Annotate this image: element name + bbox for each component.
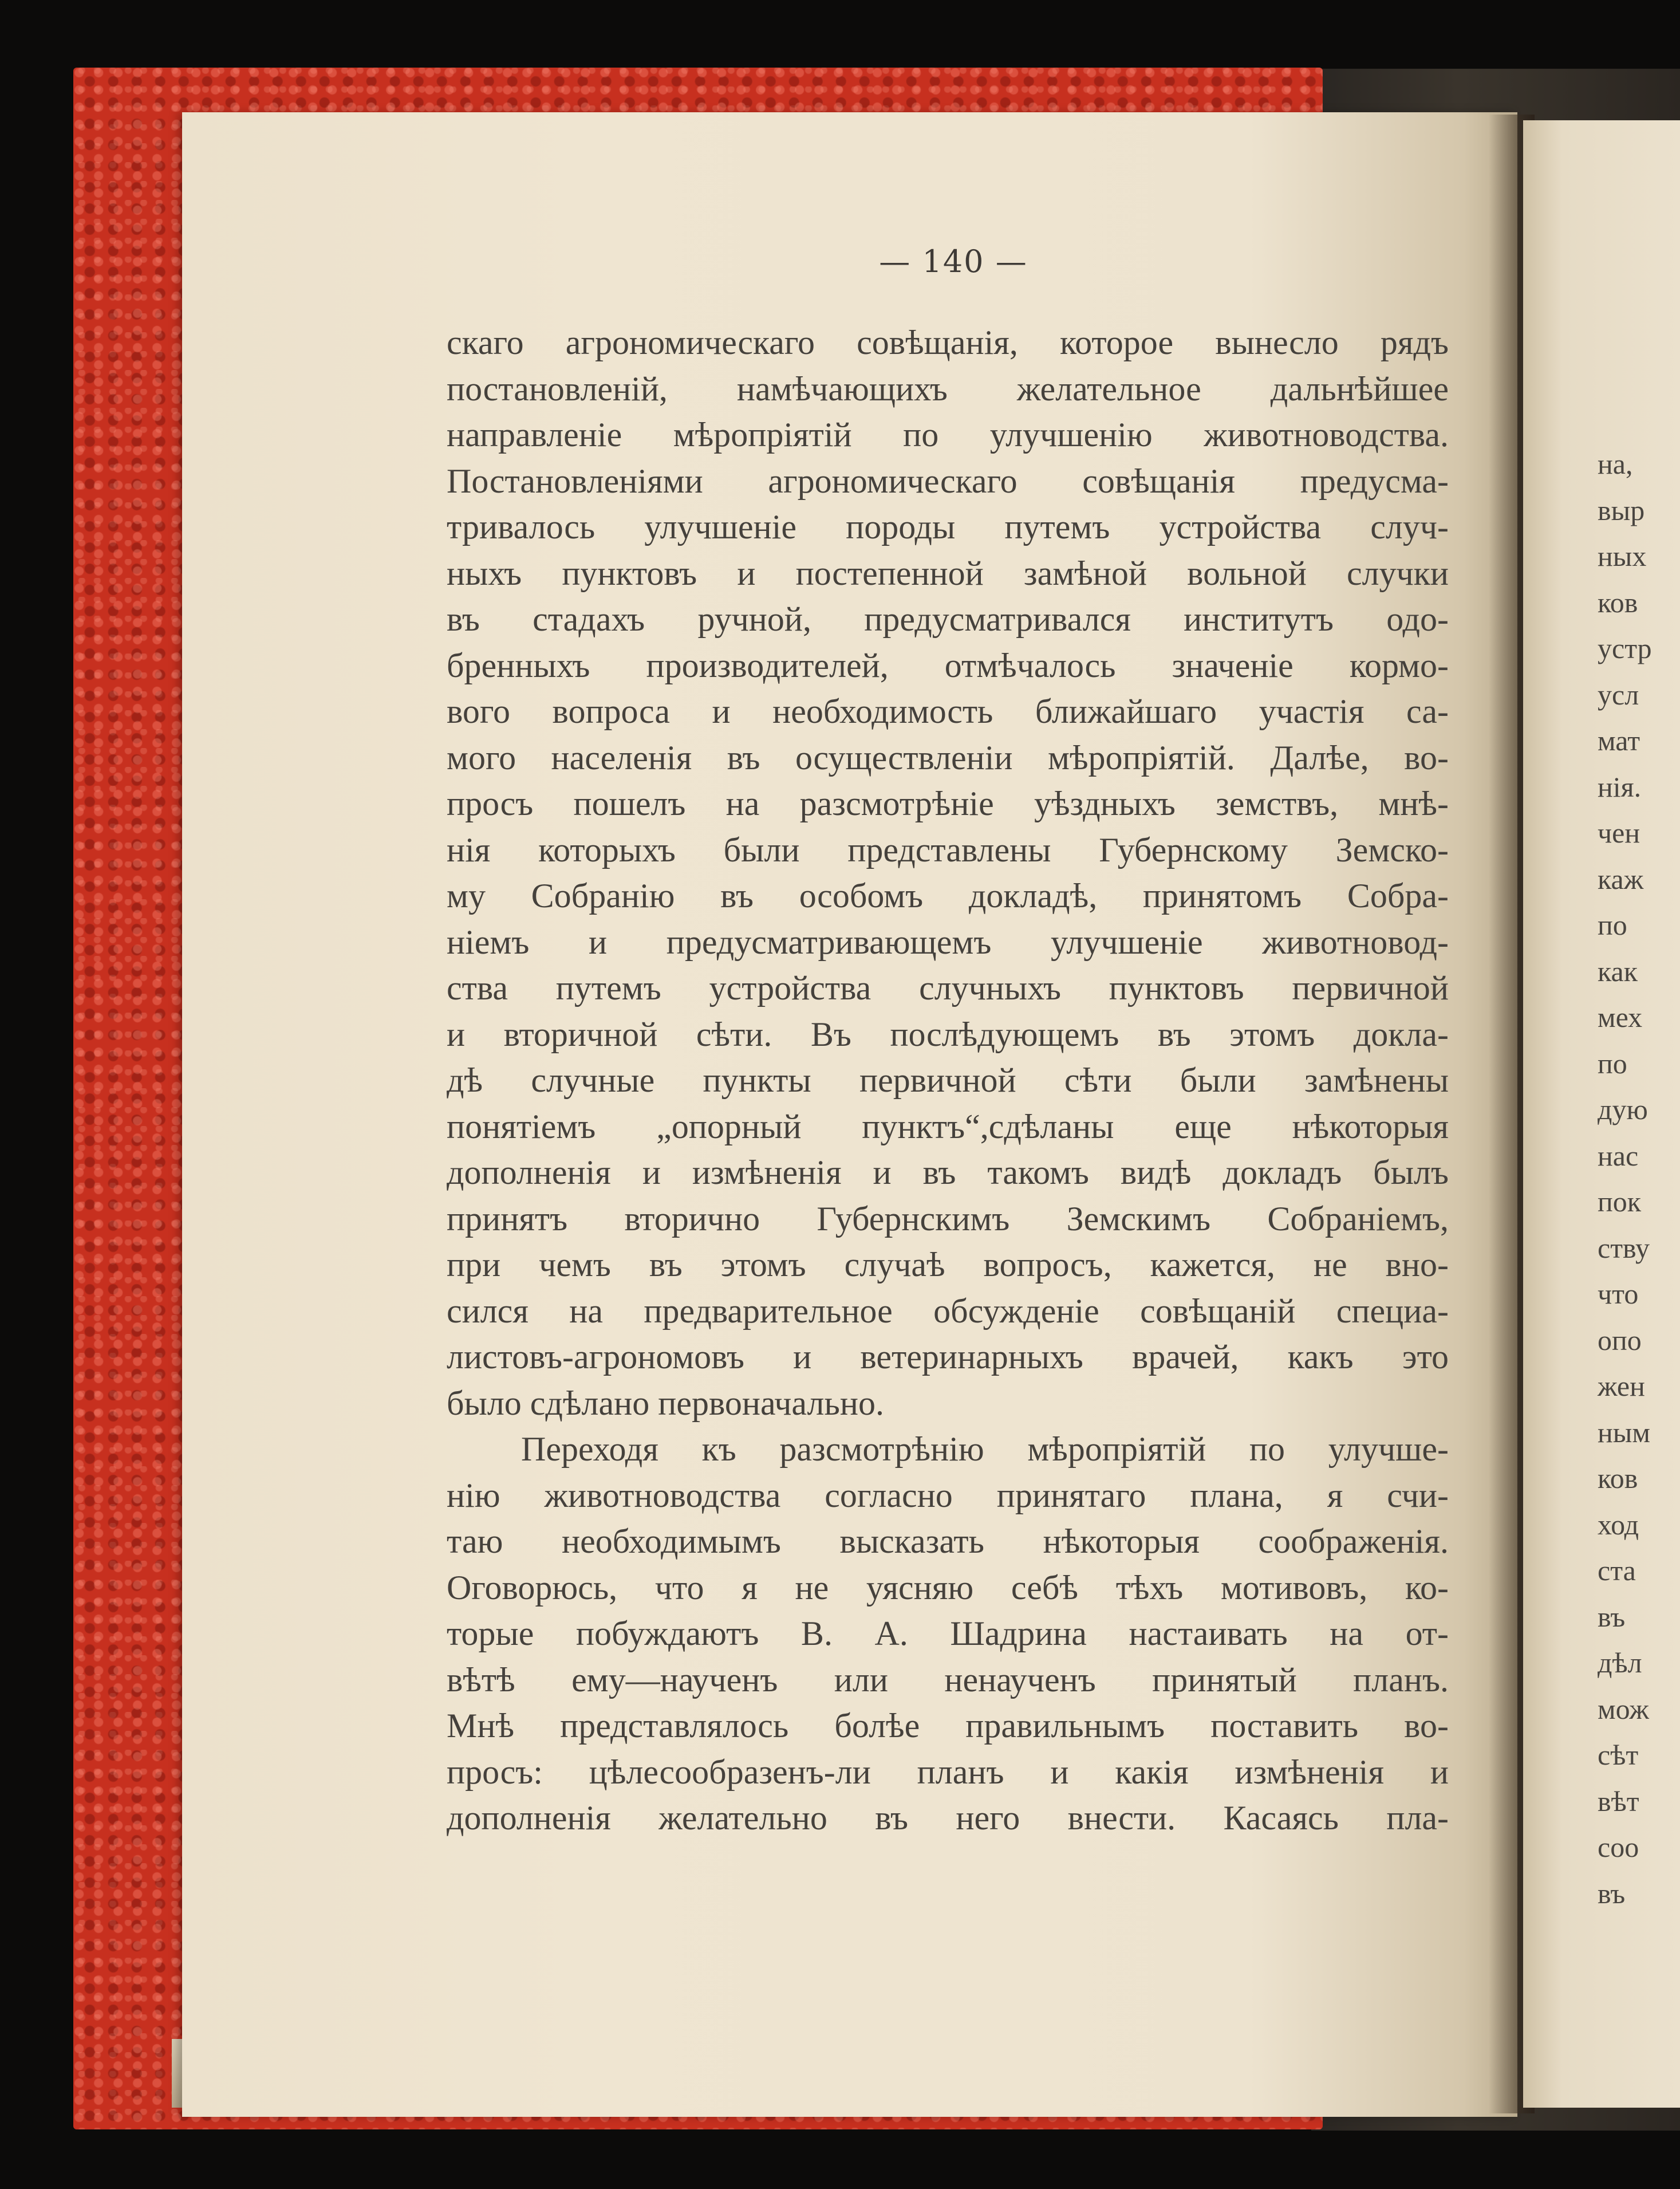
page-body-text [447, 320, 1449, 1841]
facing-text-line: сѣт [1598, 1739, 1639, 1771]
facing-text-line: нія. [1598, 770, 1642, 803]
text-line: Постановленіями агрономическаго совѣщанія предусма- [447, 462, 1449, 500]
facing-text-line: мех [1598, 1001, 1643, 1033]
facing-text-line: пок [1598, 1186, 1642, 1218]
text-line: Оговорюсь, что я не уясняю себѣ тѣхъ мотивовъ, ко- [447, 1568, 1449, 1607]
text-line: ныхъ пунктовъ и постепенной замѣной вольной случки [447, 554, 1449, 592]
facing-text-line: по [1598, 1047, 1627, 1080]
facing-text-line: соо [1598, 1831, 1639, 1863]
text-line: дѣ случные пункты первичной сѣти были замѣнены [447, 1061, 1449, 1099]
text-line: торые побуждаютъ В. А. Шадрина настаивать на от- [447, 1615, 1449, 1652]
facing-page-text [1598, 441, 1680, 1916]
text-line: таю необходимымъ высказать нѣкоторыя соображенія. [447, 1522, 1449, 1560]
facing-text-line: ным [1598, 1416, 1650, 1448]
facing-text-line: усл [1598, 678, 1639, 711]
text-line: му Собранію въ особомъ докладѣ, принятомъ Собра- [447, 877, 1449, 915]
facing-text-line: ных [1598, 540, 1647, 572]
text-line: направленіе мѣропріятій по улучшенію животноводства. [447, 416, 1449, 454]
text-line: ства путемъ устройства случныхъ пунктовъ первичной [447, 969, 1449, 1007]
text-line: нію животноводства согласно принятаго плана, я счи- [447, 1476, 1449, 1514]
text-line: тривалось улучшеніе породы путемъ устройства случ- [447, 508, 1449, 546]
facing-text-line: мат [1598, 725, 1640, 757]
facing-text-line: ста [1598, 1554, 1636, 1586]
text-line: вѣтѣ ему—наученъ или ненаученъ принятый планъ. [447, 1660, 1449, 1699]
facing-text-line: чен [1598, 817, 1640, 849]
facing-text-line: нас [1598, 1139, 1639, 1172]
text-line: принятъ вторично Губернскимъ Земскимъ Собраніемъ, [447, 1199, 1449, 1238]
text-line: и вторичной сѣти. Въ послѣдующемъ въ этомъ доклa- [447, 1015, 1449, 1053]
facing-text-line: по [1598, 909, 1627, 941]
text-line: Мнѣ представлялось болѣе правильнымъ поставить во- [447, 1707, 1449, 1745]
text-line: мого населенія въ осуществленіи мѣропріятій. Далѣе, во- [447, 738, 1449, 777]
text-line: вого вопроса и необходимость ближайшаго участія са- [447, 692, 1449, 730]
facing-text-line: вѣт [1598, 1785, 1639, 1817]
facing-text-line: жен [1598, 1370, 1645, 1402]
text-line: просъ: цѣлесообразенъ-ли планъ и какія измѣненія и [447, 1753, 1449, 1791]
text-line: просъ пошелъ на разсмотрѣніе уѣздныхъ земствъ, мнѣ- [447, 785, 1449, 822]
text-line: скаго агрономическаго совѣщанія, которое вынесло рядъ [447, 324, 1449, 361]
facing-text-line: дую [1598, 1093, 1648, 1125]
facing-text-line: въ [1598, 1600, 1626, 1633]
facing-text-line: как [1598, 955, 1638, 987]
text-line: бренныхъ производителей, отмѣчалось значеніе кормо- [447, 646, 1449, 684]
text-line: ніемъ и предусматривающемъ улучшеніе животновод- [447, 923, 1449, 961]
text-line: листовъ-агрономовъ и ветеринарныхъ врачей, какъ это [447, 1338, 1449, 1376]
facing-text-line: дѣл [1598, 1647, 1642, 1679]
text-line: понятіемъ „опорный пунктъ“,сдѣланы еще нѣкоторыя [447, 1107, 1449, 1145]
facing-page [1523, 120, 1680, 2108]
facing-text-line: ков [1598, 1462, 1638, 1494]
text-line: Переходя къ разсмотрѣнію мѣропріятій по улучше- [521, 1430, 1449, 1468]
facing-text-line: выр [1598, 494, 1645, 526]
facing-text-line: что [1598, 1278, 1639, 1310]
text-line: дополненія желательно въ него внести. Касаясь пла- [447, 1799, 1449, 1837]
facing-text-line: ству [1598, 1231, 1650, 1264]
text-line: было сдѣлано первоначально. [447, 1384, 884, 1422]
text-line: нія которыхъ были представлены Губернскому Земско- [447, 830, 1449, 869]
facing-text-line: ков [1598, 586, 1638, 619]
facing-text-line: каж [1598, 863, 1644, 895]
facing-text-line: въ [1598, 1877, 1626, 1910]
text-line: при чемъ въ этомъ случаѣ вопросъ, кажется, не вно- [447, 1246, 1449, 1284]
facing-text-line: мож [1598, 1692, 1649, 1725]
text-line: въ стадахъ ручной, предусматривался институтъ одо- [447, 600, 1449, 638]
text-line: постановленій, намѣчающихъ желательное дальнѣйшее [447, 369, 1449, 408]
facing-text-line: на, [1598, 448, 1633, 480]
text-line: дополненія и измѣненія и въ такомъ видѣ докладъ былъ [447, 1153, 1449, 1191]
page-number: — 140 — [879, 243, 1028, 279]
facing-text-line: опо [1598, 1324, 1642, 1356]
facing-text-line: устр [1598, 632, 1652, 664]
facing-text-line: ход [1598, 1508, 1639, 1541]
text-line: сился на предварительное обсужденіе совѣщаній специа- [447, 1292, 1449, 1330]
